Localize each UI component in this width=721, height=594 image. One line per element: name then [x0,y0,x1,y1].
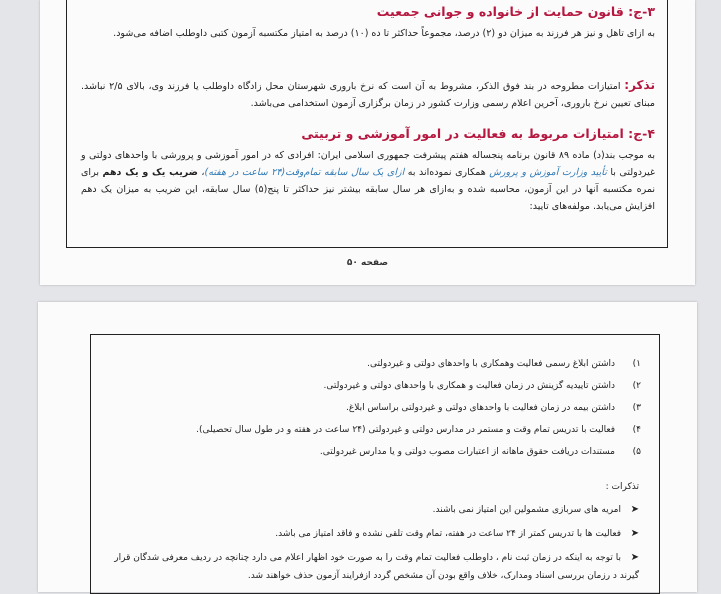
section-4-coefficient: ضریب یک و یک دهم [102,167,198,178]
arrow-bullet-icon: ➤ [630,552,639,563]
section-4-highlight-ministry: تأیید وزارت آموزش و پرورش [489,167,607,178]
notes-title: تذکرات : [605,482,639,492]
page-border-frame [90,334,660,594]
list-item [111,397,641,419]
section-4-body [81,147,655,215]
note-text: با توجه به اینکه در زمان ثبت نام ، داوطلب فعالیت تمام وقت را به صورت خود اظهار اعلام می دارد چنانچه در ردیف معرفی شدگان قرار گیرند د رزمان بررسی اسناد ومدارک، خلاف واقع بودن آن مشخص گردد ازفرایند آزمون حذف خواهند شد. [114,553,639,581]
section-4-text-d: برای نمره مکتسبه آنها در این آزمون، محاسبه شده و به‌ازای هر سال سابقه بیشتر نیز حداکثر تا پنج(۵) سال سابقه، این ضریب به میزان یک دهم افزایش می‌یابد. مولفه‌های تایید: [81,167,656,212]
list-item [111,441,641,463]
list-item-text: مستندات دریافت حقوق ماهانه از اعتبارات مصوب دولتی و یا مدارس غیردولتی. [319,447,615,457]
section-4-text-a: به موجب بند(د) ماده ۸۹ قانون برنامه پنجساله هفتم پیشرفت جمهوری اسلامی ایران: افرادی که در امور آموزشی و پرورشی با واحدهای دولتی و غیردولتی با [81,150,656,178]
list-item-number: ۴) [632,425,641,435]
page-border-frame [66,0,668,248]
list-item-number: ۵) [632,447,641,457]
document-page-50 [40,0,695,285]
note-item [113,549,639,585]
list-item-text: داشتن تاییدیه گزینش در زمان فعالیت و همکاری با واحدهای دولتی و غیردولتی. [323,381,615,391]
note-paragraph [81,77,655,112]
note-body: امتیازات مطروحه در بند فوق الذکر، مشروط به آن است که نرخ باروری شهرستان محل زادگاه داوطلب یا فرزند وی، بالای ۲/۵ نباشد. مبنای تعیین نرخ باروری، آخرین اعلام رسمی وزارت کشور در زمان برگزاری آزمون استخدامی می‌باشد. [81,81,655,109]
document-page-51 [38,302,697,592]
section-3-body: به ازای تاهل و نیز هر فرزند به میزان دو (۲) درصد، مجموعاً حداکثر تا ده (۱۰) درصد به امتیاز مکتسبه آزمون کتبی داوطلب اضافه می‌شود. [113,28,655,39]
requirements-list [111,353,641,463]
arrow-bullet-icon: ➤ [630,504,639,515]
list-item-number: ۳) [632,403,641,413]
section-3-heading: ۳-ج: قانون حمایت از خانواده و جوانی جمعیت [376,4,655,19]
note-text: فعالیت ها با تدریس کمتر از ۲۴ ساعت در هفته، تمام وقت تلقی نشده و فاقد امتیاز می باشد. [275,529,621,539]
note-text: امریه های سربازی مشمولین این امتیاز نمی باشند. [432,505,621,515]
section-4-text-b: همکاری نموده‌اند به [404,167,490,178]
list-item-text: داشتن بیمه در زمان فعالیت با واحدهای دولتی و غیردولتی براساس ابلاغ. [345,403,615,413]
list-item-number: ۲) [632,381,641,391]
list-item [111,375,641,397]
note-label: تذکر: [624,78,655,92]
list-item [111,419,641,441]
section-4-heading: ۴-ج: امتیازات مربوط به فعالیت در امور آموزشی و تربیتی [301,126,655,141]
notes-list [113,501,639,591]
list-item-number: ۱) [632,359,641,369]
note-item [113,501,639,519]
list-item [111,353,641,375]
arrow-bullet-icon: ➤ [630,528,639,539]
list-item-text: داشتن ابلاغ رسمی فعالیت وهمکاری با واحدهای دولتی و غیردولتی. [367,359,615,369]
section-4-text-c: ، [197,167,205,178]
note-item [113,525,639,543]
page-number: صفحه ۵۰ [346,258,389,268]
list-item-text: فعالیت با تدریس تمام وقت و مستمر در مدارس دولتی و غیردولتی (۲۴ ساعت در هفته و در طول سال تحصیلی). [196,425,615,435]
section-4-highlight-fulltime: ازای یک سال سابقه تمام‌وقت(۲۴ ساعت در هفته) [204,167,405,178]
